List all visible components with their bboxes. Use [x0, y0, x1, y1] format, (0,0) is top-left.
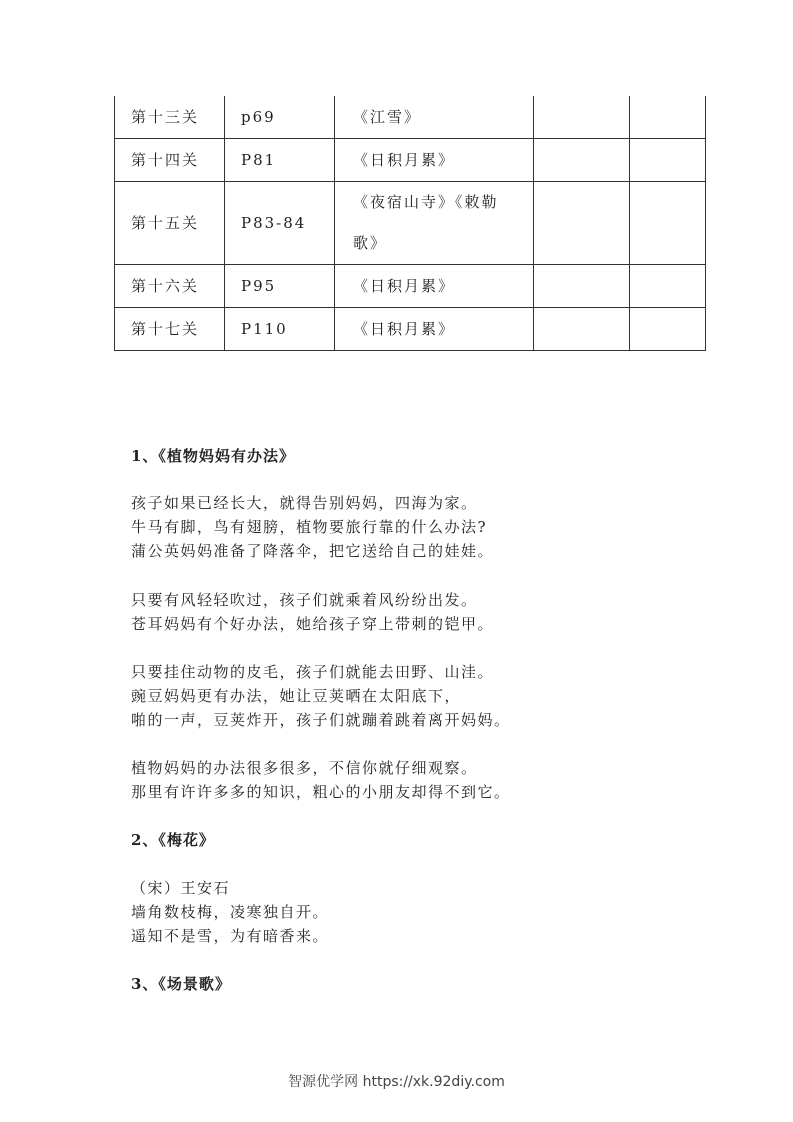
- text-line: 遥知不是雪，为有暗香来。: [131, 927, 330, 945]
- section-heading: 1、《植物妈妈有办法》: [131, 447, 295, 465]
- title-cell: 《日积月累》: [335, 265, 534, 308]
- page-cell: P110: [225, 308, 335, 351]
- text-line: 牛马有脚，鸟有翅膀，植物要旅行靠的什么办法?: [131, 518, 488, 536]
- table-row: [115, 139, 706, 182]
- text-line: 苍耳妈妈有个好办法，她给孩子穿上带刺的铠甲。: [131, 615, 495, 633]
- title-line: 歌》: [353, 234, 388, 252]
- empty-cell: [630, 308, 706, 351]
- empty-cell: [630, 96, 706, 139]
- text-line: 只要有风轻轻吹过，孩子们就乘着风纷纷出发。: [131, 591, 478, 609]
- empty-cell: [534, 96, 630, 139]
- section-heading: 3、《场景歌》: [131, 975, 231, 993]
- level-cell: 第十三关: [115, 96, 225, 139]
- level-cell: 第十四关: [115, 139, 225, 182]
- section-heading: 2、《梅花》: [131, 831, 215, 849]
- text-line: 蒲公英妈妈准备了降落伞，把它送给自己的娃娃。: [131, 542, 495, 560]
- empty-cell: [630, 182, 706, 265]
- level-cell: 第十六关: [115, 265, 225, 308]
- empty-cell: [534, 308, 630, 351]
- text-line: （宋）王安石: [131, 879, 231, 897]
- table-row: [115, 308, 706, 351]
- title-cell: 《日积月累》: [335, 308, 534, 351]
- text-line: 那里有许许多多的知识，粗心的小朋友却得不到它。: [131, 783, 511, 801]
- page-cell: P83-84: [225, 182, 335, 265]
- text-line: 植物妈妈的办法很多很多，不信你就仔细观察。: [131, 759, 478, 777]
- lesson-table: [114, 96, 706, 351]
- page-cell: P81: [225, 139, 335, 182]
- level-cell: 第十七关: [115, 308, 225, 351]
- table-row: [115, 96, 706, 139]
- text-line: 豌豆妈妈更有办法，她让豆荚晒在太阳底下，: [131, 687, 462, 705]
- empty-cell: [534, 182, 630, 265]
- level-cell: 第十五关: [115, 182, 225, 265]
- text-line: 孩子如果已经长大，就得告别妈妈，四海为家。: [131, 494, 478, 512]
- page-cell: P95: [225, 265, 335, 308]
- title-cell: 《江雪》: [335, 96, 534, 139]
- title-line: 《夜宿山寺》《敕勒: [353, 193, 499, 211]
- footer-watermark: 智源优学网 https://xk.92diy.com: [288, 1074, 505, 1090]
- title-cell: [335, 182, 534, 265]
- empty-cell: [630, 139, 706, 182]
- empty-cell: [630, 265, 706, 308]
- table-row: [115, 182, 706, 265]
- text-line: 墙角数枝梅，凌寒独自开。: [131, 903, 330, 921]
- empty-cell: [534, 265, 630, 308]
- empty-cell: [534, 139, 630, 182]
- table-row: [115, 265, 706, 308]
- page-cell: p69: [225, 96, 335, 139]
- text-line: 啪的一声，豆荚炸开，孩子们就蹦着跳着离开妈妈。: [131, 711, 511, 729]
- text-line: 只要挂住动物的皮毛，孩子们就能去田野、山洼。: [131, 663, 495, 681]
- title-cell: 《日积月累》: [335, 139, 534, 182]
